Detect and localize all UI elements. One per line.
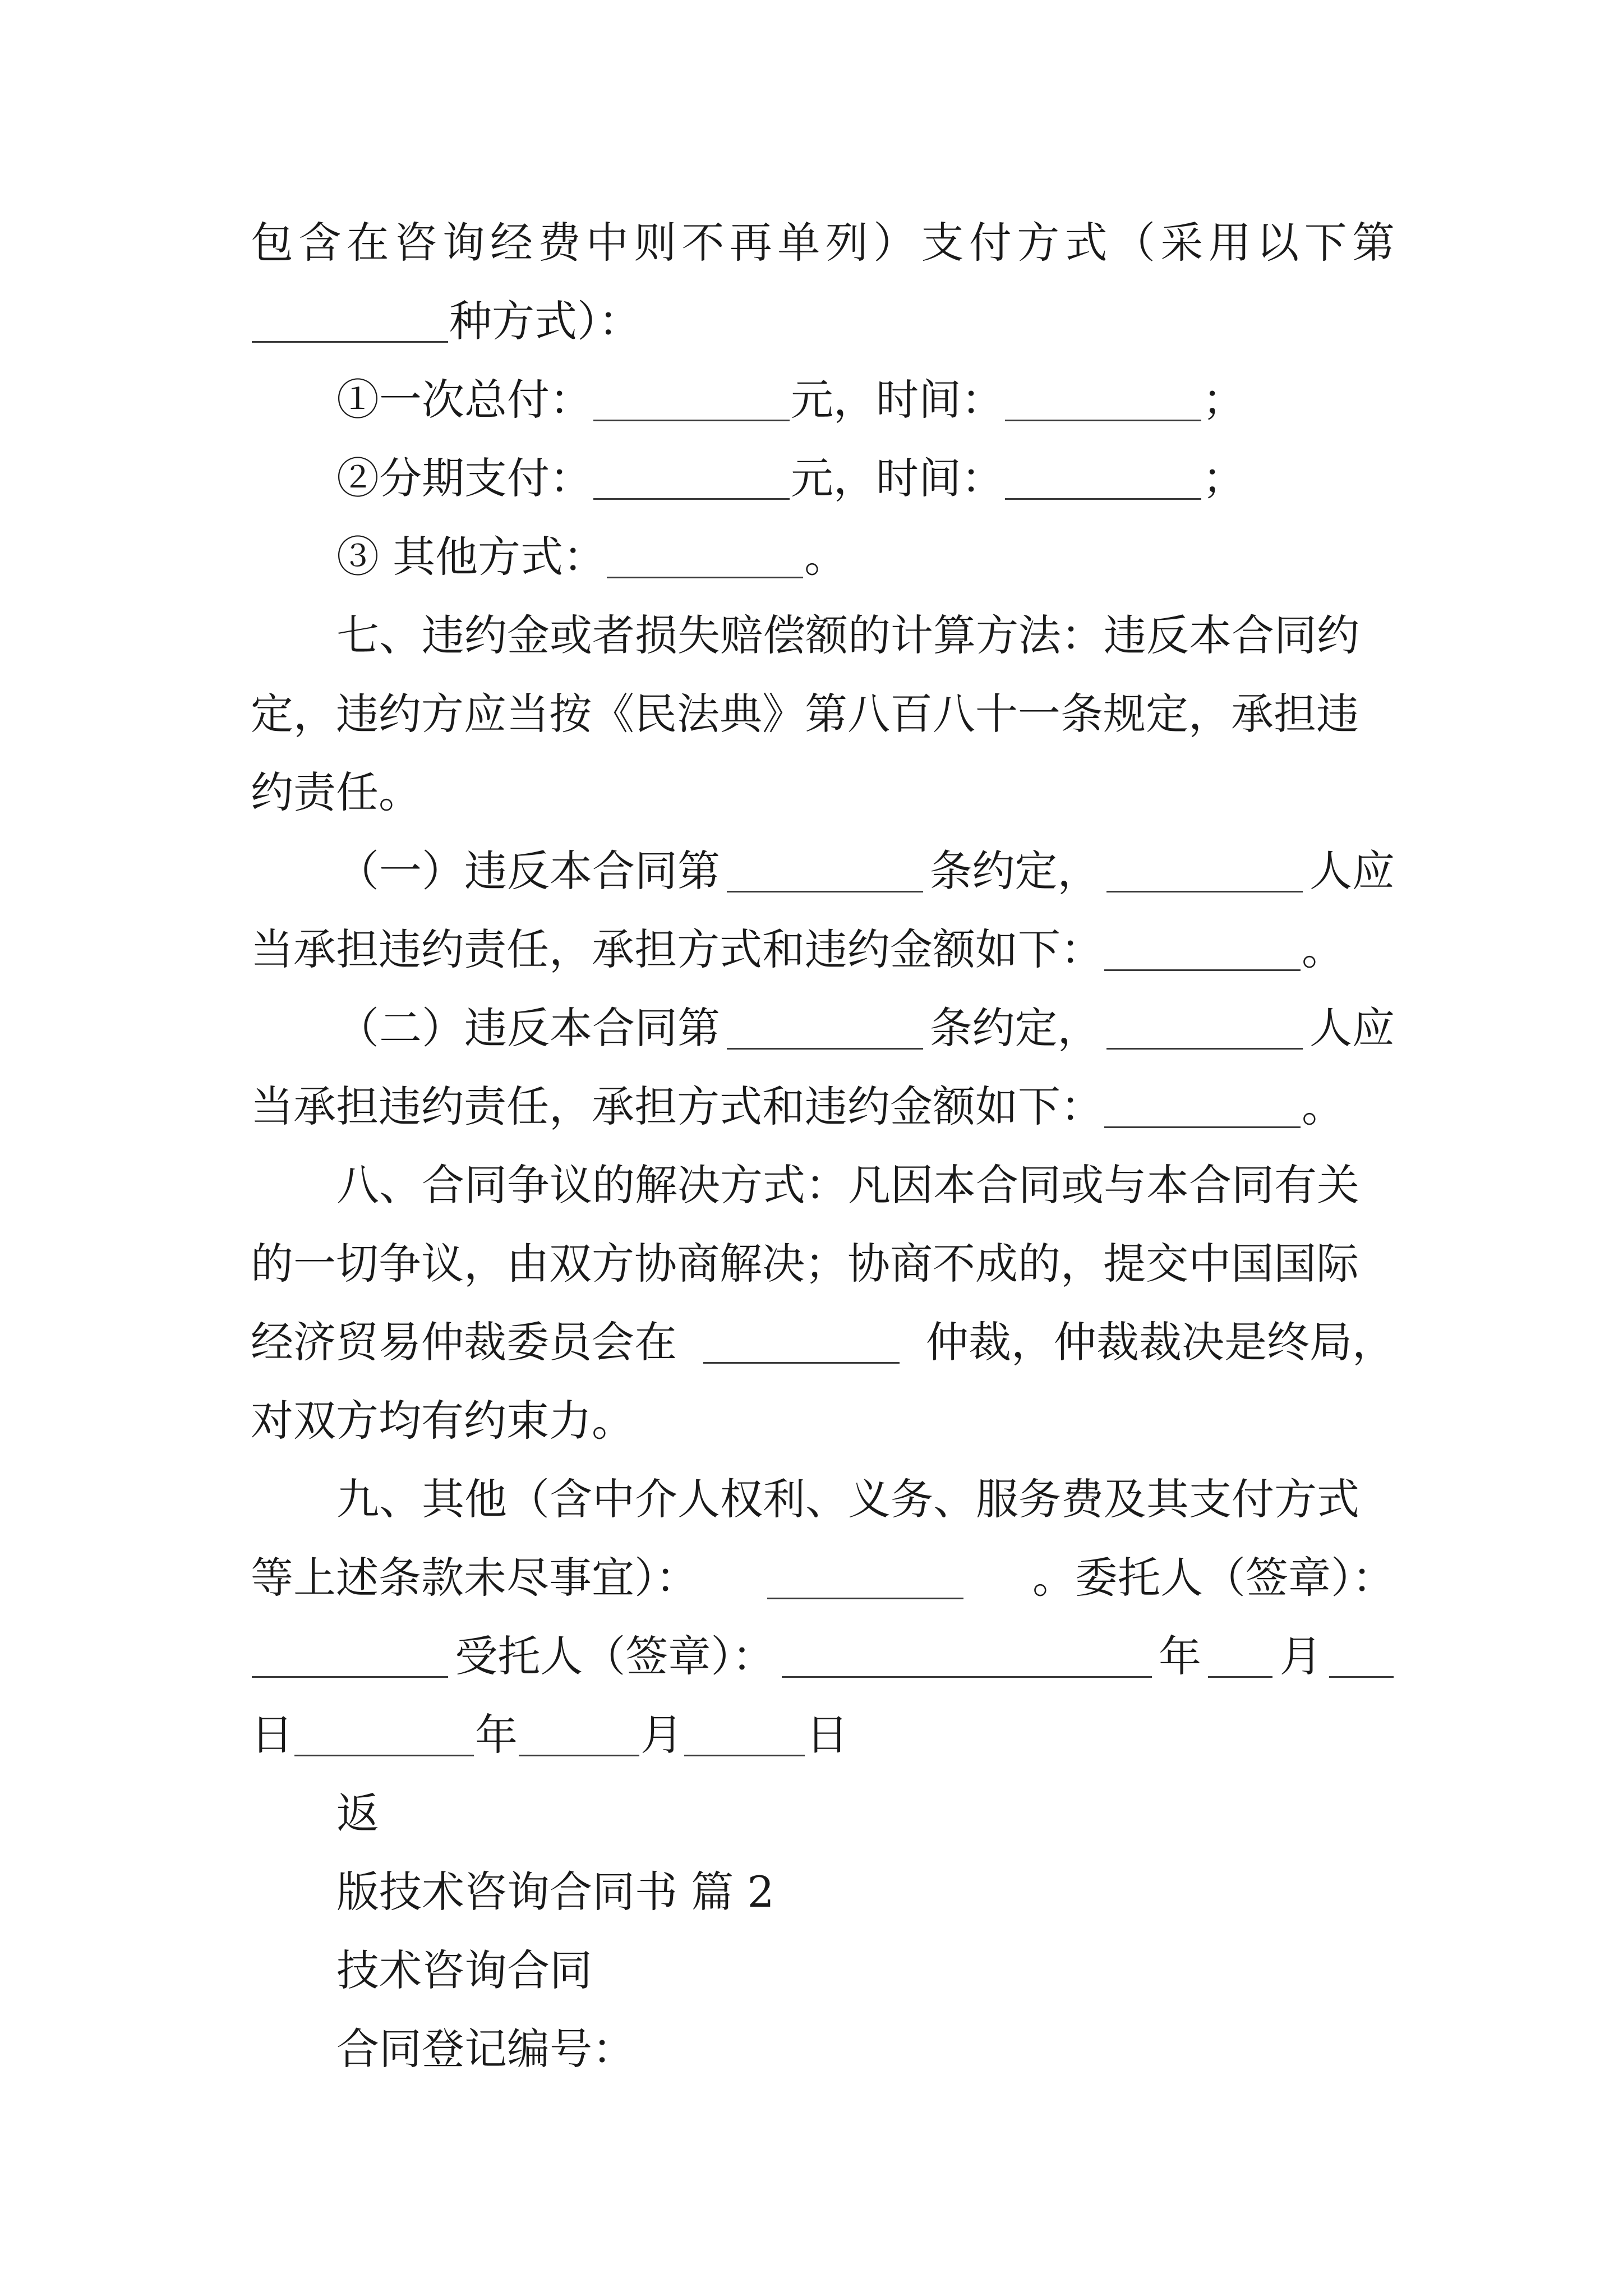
char: 询 xyxy=(442,218,485,268)
char: 咨 xyxy=(394,218,437,268)
char: 第 xyxy=(1352,218,1395,268)
fill-blank xyxy=(1208,1676,1272,1678)
text: 。 xyxy=(804,532,847,582)
char: 列 xyxy=(825,218,868,268)
text: 条约定， xyxy=(929,1003,1100,1053)
char: 以 xyxy=(1256,218,1299,268)
char: 式 xyxy=(1064,218,1108,268)
other-payment-line xyxy=(336,532,1395,582)
fill-blank xyxy=(767,1597,963,1599)
fill-blank xyxy=(593,498,790,500)
text: 种方式）： xyxy=(449,296,641,346)
payment-method-count-line xyxy=(251,296,1395,346)
text: 月 xyxy=(1279,1631,1322,1681)
fill-blank xyxy=(727,1047,923,1050)
fill-blank xyxy=(607,576,803,578)
char: ） xyxy=(873,218,916,268)
fill-blank xyxy=(294,1754,474,1756)
text: ①一次总付： xyxy=(336,375,592,425)
text: 条约定， xyxy=(929,846,1100,896)
char: 下 xyxy=(1304,218,1347,268)
text: 日 xyxy=(806,1710,849,1760)
text: 元，时间： xyxy=(791,453,1004,503)
char: 采 xyxy=(1160,218,1204,268)
client-signature-line xyxy=(251,1553,1395,1603)
date-line xyxy=(251,1710,1395,1760)
arbitration-line xyxy=(251,1317,1395,1367)
char: 用 xyxy=(1208,218,1251,268)
char: 付 xyxy=(969,218,1012,268)
text: 仲裁，仲裁裁决是终局， xyxy=(926,1317,1395,1367)
char: （ xyxy=(1113,218,1156,268)
text: ； xyxy=(1202,375,1245,425)
text: 。 xyxy=(1302,1082,1344,1131)
breach-clause-two-cont xyxy=(251,1082,1395,1131)
text: 日 xyxy=(251,1710,293,1760)
text: 元，时间： xyxy=(791,375,1004,425)
text: ③ 其他方式： xyxy=(336,532,606,582)
text: ②分期支付： xyxy=(336,453,592,503)
paragraph-line: 约责任。 xyxy=(251,767,421,817)
char: 单 xyxy=(777,218,820,268)
section-nine-heading: 九、其他（含中介人权利、义务、服务费及其支付方式 xyxy=(336,1474,1359,1524)
paragraph-line: 的一切争议，由双方协商解决；协商不成的，提交中国国际 xyxy=(251,1239,1359,1289)
char: 不 xyxy=(681,218,725,268)
char: 包 xyxy=(251,218,293,268)
char: 费 xyxy=(538,218,581,268)
text: 。委托人（签章）： xyxy=(1032,1553,1395,1603)
breach-clause-one-cont xyxy=(251,924,1395,974)
text: 当承担违约责任，承担方式和违约金额如下： xyxy=(251,1082,1103,1131)
section-title: 版技术咨询合同书 篇 2 xyxy=(336,1867,774,1917)
char: 经 xyxy=(490,218,533,268)
char: 在 xyxy=(346,218,389,268)
fill-blank xyxy=(519,1754,639,1756)
section-seven-heading: 七、违约金或者损失赔偿额的计算方法：违反本合同约 xyxy=(336,610,1359,660)
text: 当承担违约责任，承担方式和违约金额如下： xyxy=(251,924,1103,974)
section-eight-heading: 八、合同争议的解决方式：凡因本合同或与本合同有关 xyxy=(336,1160,1359,1210)
fill-blank xyxy=(252,1676,448,1678)
lump-sum-payment-line xyxy=(336,375,1395,425)
registration-number-label: 合同登记编号： xyxy=(336,2024,635,2074)
fill-blank xyxy=(252,341,448,343)
paragraph-line: 对双方均有约束力。 xyxy=(251,1396,634,1446)
fill-blank xyxy=(727,890,923,892)
text: 人应 xyxy=(1310,846,1395,896)
text: 年 xyxy=(1158,1631,1201,1681)
text: 年 xyxy=(475,1710,518,1760)
fill-blank xyxy=(1104,969,1301,971)
fill-blank xyxy=(1106,890,1303,892)
fill-blank xyxy=(1106,1047,1303,1050)
text: （二）违反本合同第 xyxy=(336,1003,720,1053)
text: ； xyxy=(1202,453,1245,503)
text: 受托人（签章）： xyxy=(455,1631,775,1681)
text: 月 xyxy=(640,1710,683,1760)
fill-blank xyxy=(703,1361,900,1364)
breach-clause-one xyxy=(336,846,1395,896)
text: （一）违反本合同第 xyxy=(336,846,720,896)
contract-title: 技术咨询合同 xyxy=(336,1945,592,1995)
text: 。 xyxy=(1302,924,1344,974)
char: 支 xyxy=(921,218,964,268)
fill-blank xyxy=(593,419,790,421)
text: 经济贸易仲裁委员会在 xyxy=(251,1317,677,1367)
text: 等上述条款未尽事宜）： xyxy=(251,1553,698,1603)
char: 方 xyxy=(1017,218,1060,268)
paragraph-line: 定，违约方应当按《民法典》第八百八十一条规定，承担违 xyxy=(251,689,1359,739)
text: 人应 xyxy=(1310,1003,1395,1053)
char: 再 xyxy=(729,218,772,268)
trustee-signature-line xyxy=(251,1631,1395,1681)
payment-intro-line xyxy=(251,218,1395,268)
breach-clause-two xyxy=(336,1003,1395,1053)
installment-payment-line xyxy=(336,453,1395,503)
return-text: 返 xyxy=(336,1788,379,1838)
fill-blank xyxy=(1104,1126,1301,1128)
char: 含 xyxy=(298,218,342,268)
fill-blank xyxy=(1005,419,1201,421)
fill-blank xyxy=(1005,498,1201,500)
char: 则 xyxy=(634,218,677,268)
fill-blank xyxy=(782,1676,1152,1678)
fill-blank xyxy=(1329,1676,1394,1678)
char: 中 xyxy=(585,218,629,268)
fill-blank xyxy=(684,1754,805,1756)
